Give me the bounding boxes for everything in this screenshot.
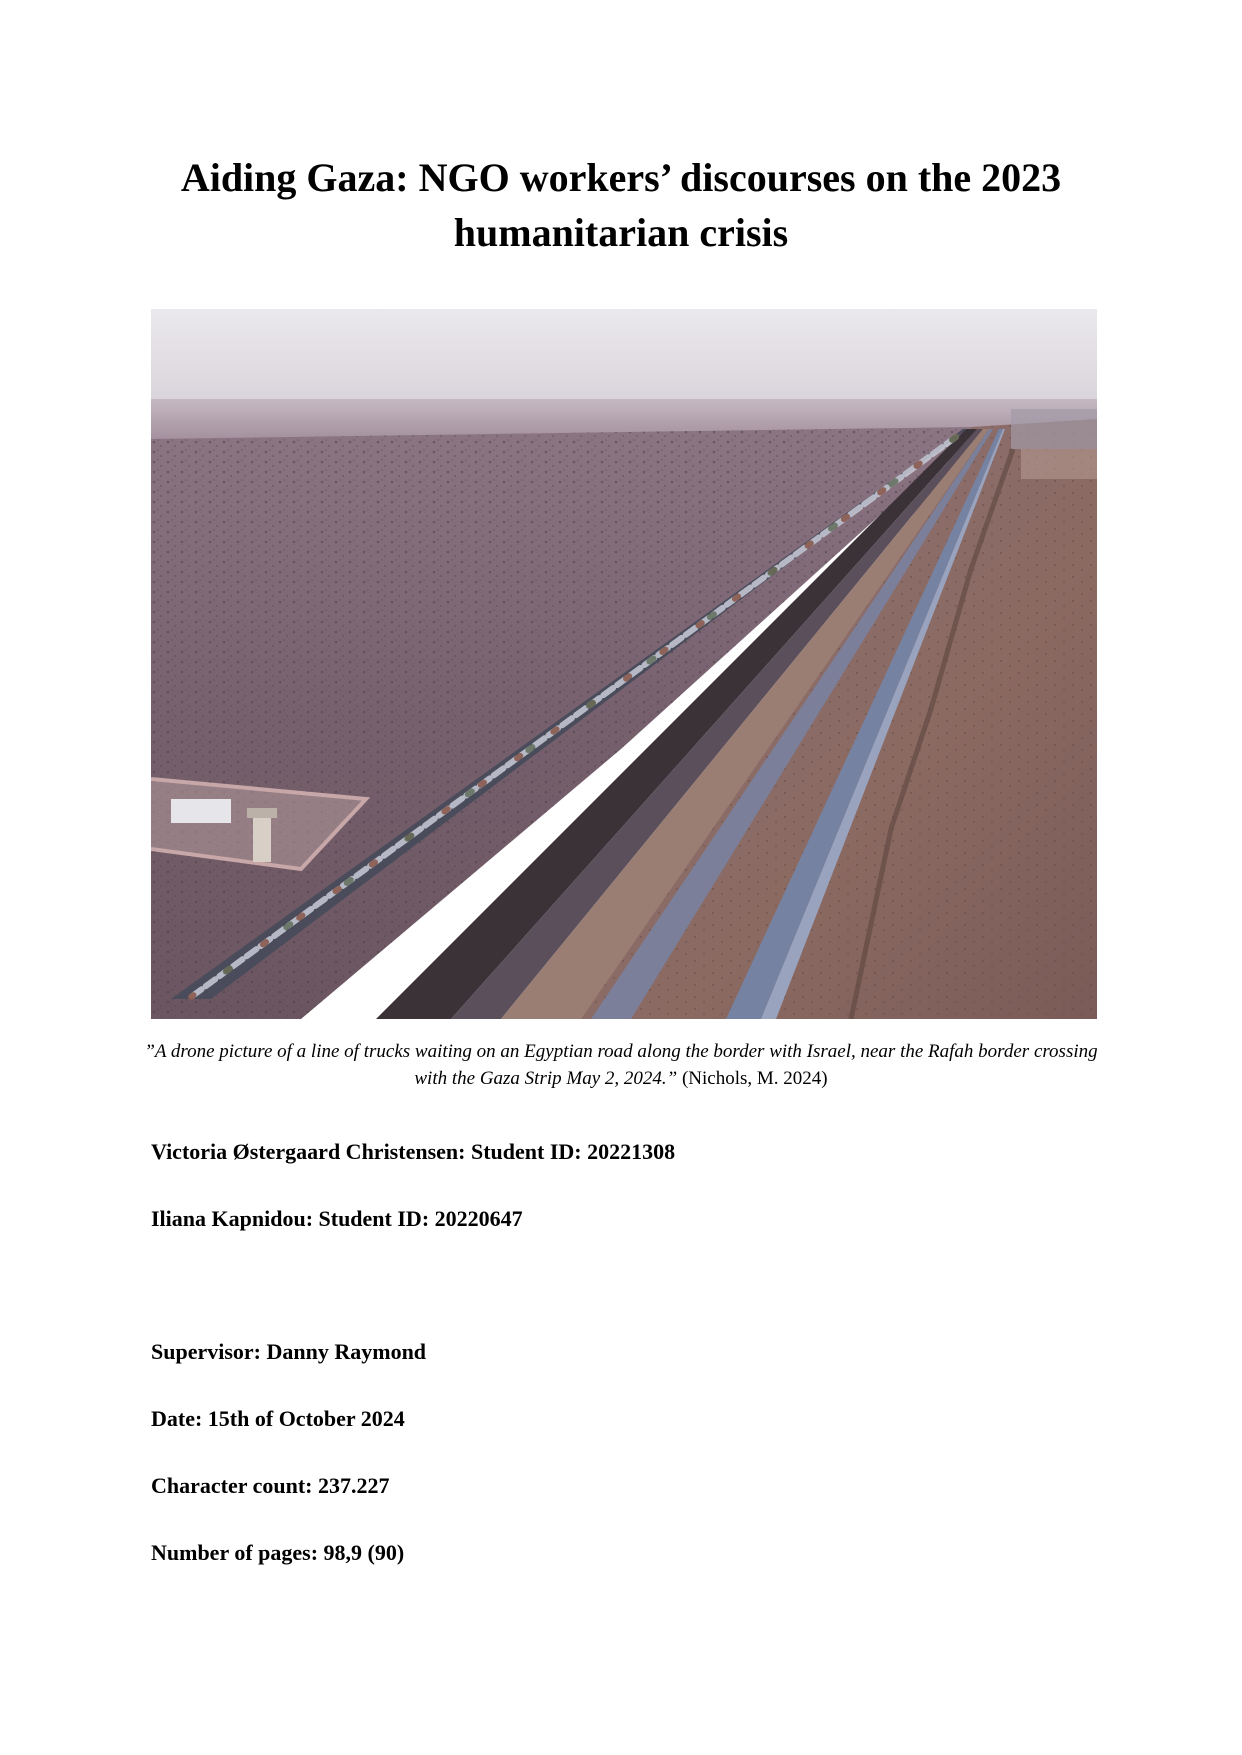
caption-quote: ”A drone picture of a line of trucks waiting on an Egyptian road along the border with Israel, near the Rafah border crossing with the Gaza Strip May 2, 2024.” <box>144 1041 1098 1089</box>
supervisor: Supervisor: Danny Raymond <box>151 1339 427 1364</box>
caption-citation: (Nichols, M. 2024) <box>681 1068 828 1089</box>
author-1: Victoria Østergaard Christensen: Student ID: 20221308 <box>151 1139 676 1164</box>
page-count: Number of pages: 98,9 (90) <box>151 1540 405 1565</box>
character-count: Character count: 237.227 <box>151 1473 390 1498</box>
document-title: Aiding Gaza: NGO workers’ discourses on the 2023 humanitarian crisis <box>180 155 1062 255</box>
author-2: Iliana Kapnidou: Student ID: 20220647 <box>151 1206 523 1231</box>
photo-caption <box>140 1038 1102 1092</box>
cover-photo <box>151 309 1097 1019</box>
date: Date: 15th of October 2024 <box>151 1406 405 1431</box>
